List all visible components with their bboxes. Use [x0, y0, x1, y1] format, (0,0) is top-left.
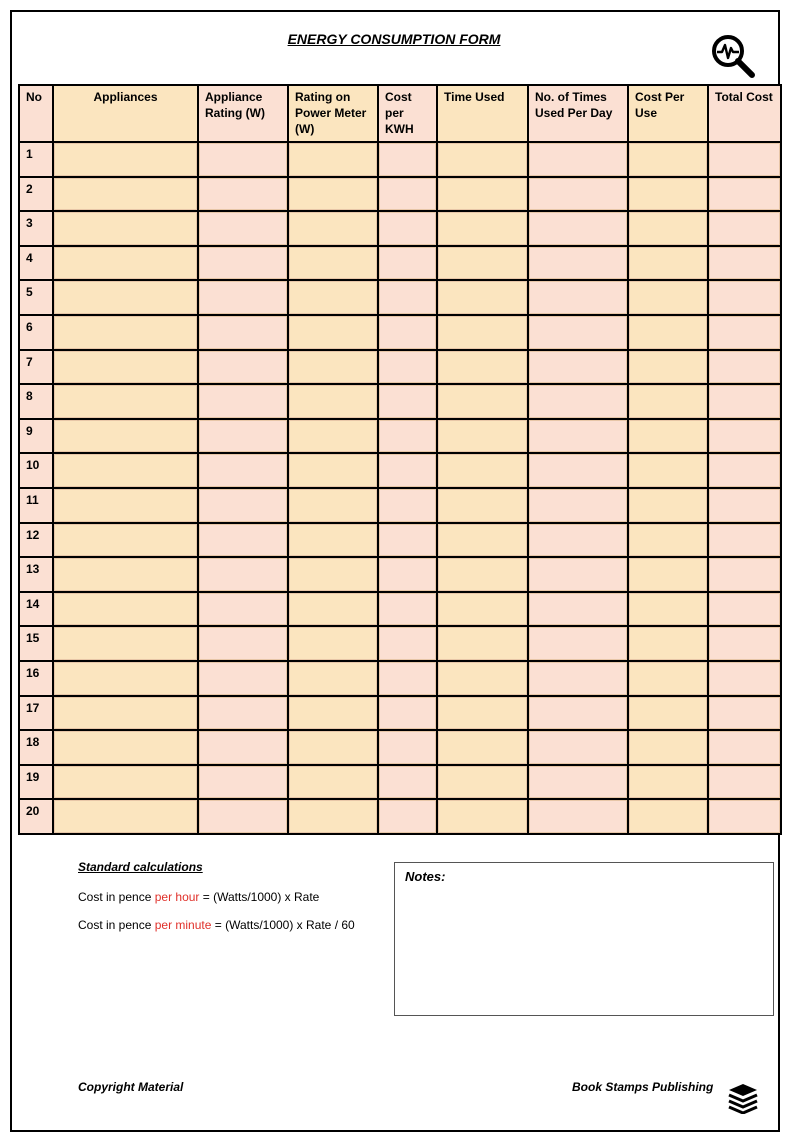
table-row	[19, 177, 781, 212]
cost-per-use-cell[interactable]	[628, 246, 708, 281]
appliance-cell[interactable]	[53, 523, 198, 558]
times-per-day-cell[interactable]	[528, 453, 628, 488]
publisher-name: Book Stamps Publishing	[572, 1080, 714, 1094]
appliance-rating-cell[interactable]	[198, 177, 288, 212]
appliance-rating-cell[interactable]	[198, 315, 288, 350]
consumption-table	[18, 84, 782, 835]
time-used-cell[interactable]	[437, 419, 528, 454]
cost-per-use-cell[interactable]	[628, 350, 708, 385]
table-row	[19, 696, 781, 731]
time-used-cell[interactable]	[437, 661, 528, 696]
calculations-title: Standard calculations	[78, 860, 203, 874]
calculation-per-hour	[78, 890, 398, 904]
cost-per-use-cell[interactable]	[628, 765, 708, 800]
appliance-cell[interactable]	[53, 557, 198, 592]
time-used-cell[interactable]	[437, 211, 528, 246]
total-cost-cell[interactable]	[708, 280, 781, 315]
cost-per-use-cell[interactable]	[628, 177, 708, 212]
total-cost-cell[interactable]	[708, 730, 781, 765]
appliance-cell[interactable]	[53, 661, 198, 696]
power-meter-cell[interactable]	[288, 453, 378, 488]
cost-per-use-cell[interactable]	[628, 384, 708, 419]
power-meter-cell[interactable]	[288, 384, 378, 419]
calc-highlight: per minute	[154, 918, 212, 932]
times-per-day-cell[interactable]	[528, 799, 628, 834]
times-per-day-cell[interactable]	[528, 765, 628, 800]
times-per-day-cell[interactable]	[528, 557, 628, 592]
row-number: 12	[19, 523, 53, 558]
row-number: 7	[19, 350, 53, 385]
calc-text: Cost in pence	[78, 918, 155, 932]
times-per-day-cell[interactable]	[528, 211, 628, 246]
cost-per-use-cell[interactable]	[628, 280, 708, 315]
cost-per-use-cell[interactable]	[628, 488, 708, 523]
appliance-cell[interactable]	[53, 730, 198, 765]
cost-per-use-cell[interactable]	[628, 730, 708, 765]
total-cost-cell[interactable]	[708, 488, 781, 523]
row-number: 1	[19, 142, 53, 177]
row-number: 18	[19, 730, 53, 765]
row-number: 19	[19, 765, 53, 800]
row-number: 13	[19, 557, 53, 592]
cost-kwh-cell[interactable]	[378, 592, 437, 627]
time-used-cell[interactable]	[437, 280, 528, 315]
header-cost-per-use: Cost Per Use	[628, 85, 708, 142]
appliance-cell[interactable]	[53, 315, 198, 350]
cost-kwh-cell[interactable]	[378, 730, 437, 765]
cost-per-use-cell[interactable]	[628, 315, 708, 350]
header-times-per-day: No. of Times Used Per Day	[528, 85, 628, 142]
time-used-cell[interactable]	[437, 315, 528, 350]
power-meter-cell[interactable]	[288, 696, 378, 731]
power-meter-cell[interactable]	[288, 626, 378, 661]
form-page	[10, 10, 780, 1132]
power-meter-cell[interactable]	[288, 799, 378, 834]
cost-per-use-cell[interactable]	[628, 696, 708, 731]
appliance-rating-cell[interactable]	[198, 765, 288, 800]
cost-kwh-cell[interactable]	[378, 488, 437, 523]
total-cost-cell[interactable]	[708, 384, 781, 419]
header-cost-per-kwh: Cost per KWH	[378, 85, 437, 142]
times-per-day-cell[interactable]	[528, 488, 628, 523]
row-number: 4	[19, 246, 53, 281]
times-per-day-cell[interactable]	[528, 246, 628, 281]
total-cost-cell[interactable]	[708, 177, 781, 212]
appliance-rating-cell[interactable]	[198, 626, 288, 661]
cost-kwh-cell[interactable]	[378, 799, 437, 834]
table-row	[19, 765, 781, 800]
appliance-cell[interactable]	[53, 453, 198, 488]
appliance-rating-cell[interactable]	[198, 661, 288, 696]
appliance-cell[interactable]	[53, 350, 198, 385]
notes-box[interactable]	[394, 862, 774, 1016]
power-meter-cell[interactable]	[288, 419, 378, 454]
times-per-day-cell[interactable]	[528, 592, 628, 627]
header-appliances: Appliances	[53, 85, 198, 142]
power-meter-cell[interactable]	[288, 315, 378, 350]
power-meter-cell[interactable]	[288, 177, 378, 212]
power-meter-cell[interactable]	[288, 211, 378, 246]
cost-kwh-cell[interactable]	[378, 523, 437, 558]
total-cost-cell[interactable]	[708, 453, 781, 488]
cost-per-use-cell[interactable]	[628, 661, 708, 696]
calc-text: = (Watts/1000) x Rate	[199, 890, 320, 904]
row-number: 2	[19, 177, 53, 212]
cost-per-use-cell[interactable]	[628, 626, 708, 661]
appliance-cell[interactable]	[53, 280, 198, 315]
notes-label: Notes:	[405, 869, 446, 884]
header-total-cost: Total Cost	[708, 85, 781, 142]
appliance-cell[interactable]	[53, 177, 198, 212]
times-per-day-cell[interactable]	[528, 280, 628, 315]
time-used-cell[interactable]	[437, 142, 528, 177]
row-number: 20	[19, 799, 53, 834]
total-cost-cell[interactable]	[708, 765, 781, 800]
power-meter-cell[interactable]	[288, 280, 378, 315]
appliance-rating-cell[interactable]	[198, 523, 288, 558]
appliance-rating-cell[interactable]	[198, 799, 288, 834]
standard-calculations	[78, 860, 398, 946]
table-row	[19, 246, 781, 281]
cost-kwh-cell[interactable]	[378, 765, 437, 800]
row-number: 8	[19, 384, 53, 419]
table-row	[19, 661, 781, 696]
appliance-cell[interactable]	[53, 799, 198, 834]
appliance-cell[interactable]	[53, 246, 198, 281]
time-used-cell[interactable]	[437, 696, 528, 731]
table-row	[19, 592, 781, 627]
total-cost-cell[interactable]	[708, 523, 781, 558]
power-meter-cell[interactable]	[288, 765, 378, 800]
table-row	[19, 488, 781, 523]
appliance-cell[interactable]	[53, 765, 198, 800]
time-used-cell[interactable]	[437, 523, 528, 558]
power-meter-cell[interactable]	[288, 661, 378, 696]
table-row	[19, 211, 781, 246]
times-per-day-cell[interactable]	[528, 523, 628, 558]
header-appliance-rating: Appliance Rating (W)	[198, 85, 288, 142]
times-per-day-cell[interactable]	[528, 315, 628, 350]
cost-kwh-cell[interactable]	[378, 177, 437, 212]
appliance-rating-cell[interactable]	[198, 142, 288, 177]
time-used-cell[interactable]	[437, 730, 528, 765]
form-title: ENERGY CONSUMPTION FORM	[287, 31, 501, 47]
table-body	[19, 142, 781, 834]
copyright-text: Copyright Material	[78, 1080, 184, 1094]
calc-highlight: per hour	[154, 890, 200, 904]
table-row	[19, 453, 781, 488]
times-per-day-cell[interactable]	[528, 177, 628, 212]
times-per-day-cell[interactable]	[528, 661, 628, 696]
cost-kwh-cell[interactable]	[378, 419, 437, 454]
search-pulse-icon	[706, 30, 758, 82]
appliance-cell[interactable]	[53, 488, 198, 523]
cost-kwh-cell[interactable]	[378, 350, 437, 385]
total-cost-cell[interactable]	[708, 211, 781, 246]
cost-per-use-cell[interactable]	[628, 592, 708, 627]
appliance-cell[interactable]	[53, 211, 198, 246]
total-cost-cell[interactable]	[708, 696, 781, 731]
power-meter-cell[interactable]	[288, 350, 378, 385]
time-used-cell[interactable]	[437, 799, 528, 834]
header-power-meter-rating: Rating on Power Meter (W)	[288, 85, 378, 142]
appliance-rating-cell[interactable]	[198, 384, 288, 419]
time-used-cell[interactable]	[437, 453, 528, 488]
cost-kwh-cell[interactable]	[378, 626, 437, 661]
power-meter-cell[interactable]	[288, 246, 378, 281]
time-used-cell[interactable]	[437, 626, 528, 661]
total-cost-cell[interactable]	[708, 626, 781, 661]
cost-per-use-cell[interactable]	[628, 523, 708, 558]
cost-kwh-cell[interactable]	[378, 696, 437, 731]
header-time-used: Time Used	[437, 85, 528, 142]
cost-per-use-cell[interactable]	[628, 799, 708, 834]
table-row	[19, 350, 781, 385]
appliance-rating-cell[interactable]	[198, 730, 288, 765]
appliance-cell[interactable]	[53, 419, 198, 454]
books-stack-icon	[726, 1082, 760, 1114]
total-cost-cell[interactable]	[708, 246, 781, 281]
row-number: 9	[19, 419, 53, 454]
time-used-cell[interactable]	[437, 765, 528, 800]
calc-text: Cost in pence	[78, 890, 155, 904]
time-used-cell[interactable]	[437, 246, 528, 281]
appliance-rating-cell[interactable]	[198, 696, 288, 731]
times-per-day-cell[interactable]	[528, 696, 628, 731]
times-per-day-cell[interactable]	[528, 730, 628, 765]
table-header-row	[19, 85, 781, 142]
total-cost-cell[interactable]	[708, 799, 781, 834]
cost-kwh-cell[interactable]	[378, 142, 437, 177]
appliance-cell[interactable]	[53, 142, 198, 177]
total-cost-cell[interactable]	[708, 592, 781, 627]
appliance-cell[interactable]	[53, 592, 198, 627]
times-per-day-cell[interactable]	[528, 142, 628, 177]
cost-kwh-cell[interactable]	[378, 315, 437, 350]
table-row	[19, 384, 781, 419]
power-meter-cell[interactable]	[288, 730, 378, 765]
power-meter-cell[interactable]	[288, 142, 378, 177]
power-meter-cell[interactable]	[288, 488, 378, 523]
cost-kwh-cell[interactable]	[378, 453, 437, 488]
time-used-cell[interactable]	[437, 177, 528, 212]
appliance-cell[interactable]	[53, 626, 198, 661]
table-row	[19, 315, 781, 350]
cost-per-use-cell[interactable]	[628, 453, 708, 488]
table-row	[19, 626, 781, 661]
total-cost-cell[interactable]	[708, 661, 781, 696]
cost-kwh-cell[interactable]	[378, 211, 437, 246]
cost-per-use-cell[interactable]	[628, 211, 708, 246]
calc-text: = (Watts/1000) x Rate / 60	[211, 918, 355, 932]
total-cost-cell[interactable]	[708, 142, 781, 177]
total-cost-cell[interactable]	[708, 350, 781, 385]
table-row	[19, 142, 781, 177]
table-row	[19, 419, 781, 454]
table-row	[19, 730, 781, 765]
row-number: 6	[19, 315, 53, 350]
row-number: 10	[19, 453, 53, 488]
cost-kwh-cell[interactable]	[378, 557, 437, 592]
cost-kwh-cell[interactable]	[378, 246, 437, 281]
cost-per-use-cell[interactable]	[628, 142, 708, 177]
appliance-rating-cell[interactable]	[198, 592, 288, 627]
time-used-cell[interactable]	[437, 350, 528, 385]
time-used-cell[interactable]	[437, 592, 528, 627]
times-per-day-cell[interactable]	[528, 350, 628, 385]
time-used-cell[interactable]	[437, 384, 528, 419]
row-number: 14	[19, 592, 53, 627]
table-row	[19, 557, 781, 592]
total-cost-cell[interactable]	[708, 557, 781, 592]
appliance-rating-cell[interactable]	[198, 280, 288, 315]
row-number: 5	[19, 280, 53, 315]
times-per-day-cell[interactable]	[528, 626, 628, 661]
appliance-rating-cell[interactable]	[198, 557, 288, 592]
appliance-rating-cell[interactable]	[198, 246, 288, 281]
row-number: 17	[19, 696, 53, 731]
total-cost-cell[interactable]	[708, 419, 781, 454]
power-meter-cell[interactable]	[288, 523, 378, 558]
header-no: No	[19, 85, 53, 142]
table-row	[19, 523, 781, 558]
calculation-per-minute	[78, 918, 398, 932]
table-row	[19, 799, 781, 834]
total-cost-cell[interactable]	[708, 315, 781, 350]
row-number: 15	[19, 626, 53, 661]
table-row	[19, 280, 781, 315]
appliance-rating-cell[interactable]	[198, 453, 288, 488]
cost-kwh-cell[interactable]	[378, 384, 437, 419]
power-meter-cell[interactable]	[288, 557, 378, 592]
time-used-cell[interactable]	[437, 488, 528, 523]
appliance-cell[interactable]	[53, 384, 198, 419]
row-number: 16	[19, 661, 53, 696]
appliance-cell[interactable]	[53, 696, 198, 731]
appliance-rating-cell[interactable]	[198, 211, 288, 246]
time-used-cell[interactable]	[437, 557, 528, 592]
appliance-rating-cell[interactable]	[198, 488, 288, 523]
appliance-rating-cell[interactable]	[198, 350, 288, 385]
power-meter-cell[interactable]	[288, 592, 378, 627]
times-per-day-cell[interactable]	[528, 384, 628, 419]
cost-kwh-cell[interactable]	[378, 280, 437, 315]
cost-per-use-cell[interactable]	[628, 557, 708, 592]
cost-kwh-cell[interactable]	[378, 661, 437, 696]
times-per-day-cell[interactable]	[528, 419, 628, 454]
cost-per-use-cell[interactable]	[628, 419, 708, 454]
appliance-rating-cell[interactable]	[198, 419, 288, 454]
row-number: 11	[19, 488, 53, 523]
row-number: 3	[19, 211, 53, 246]
